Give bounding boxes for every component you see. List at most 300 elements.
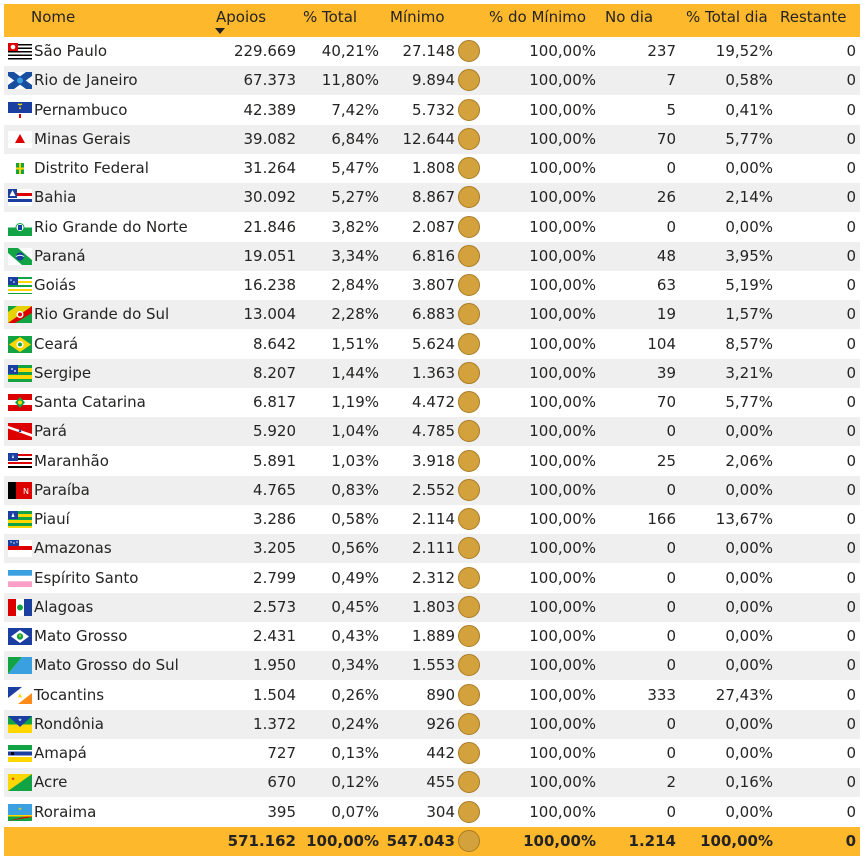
- cell-apoios: 5.920: [253, 422, 296, 441]
- cell-no-dia: 2: [666, 773, 676, 792]
- table-header: [4, 4, 860, 37]
- minimo-value: 1.553: [412, 656, 455, 675]
- table-row[interactable]: [4, 271, 860, 300]
- column-header-apoios[interactable]: Apoios: [216, 8, 267, 26]
- cell-nome: [4, 681, 211, 710]
- cell-minimo: [382, 300, 482, 329]
- cell-nome: [4, 213, 211, 242]
- espirito-santo-flag-icon: [8, 570, 32, 587]
- state-name: Mato Grosso do Sul: [34, 656, 179, 675]
- cell-minimo: [382, 37, 482, 66]
- cell-minimo: [382, 681, 482, 710]
- goias-flag-icon: [8, 277, 32, 294]
- minimo-value: 1.363: [412, 363, 455, 382]
- cell-no-dia: 0: [666, 539, 676, 558]
- cell-pct-total: 0,45%: [331, 597, 379, 616]
- cell-restante: 0: [846, 363, 856, 382]
- minimo-value: 890: [426, 685, 455, 704]
- status-dot-icon: [458, 333, 480, 355]
- cell-no-dia: 39: [656, 363, 676, 382]
- cell-pct-total-dia: 0,00%: [725, 539, 773, 558]
- cell-minimo: [382, 768, 482, 797]
- cell-nome: [4, 768, 211, 797]
- cell-pct-minimo: 100,00%: [529, 363, 596, 382]
- state-name: Amapá: [34, 744, 87, 762]
- table-row[interactable]: [4, 476, 860, 505]
- column-header-minimo[interactable]: Mínimo: [390, 8, 445, 26]
- cell-restante: 0: [846, 422, 856, 441]
- state-name: Roraima: [34, 802, 97, 821]
- cell-minimo: [382, 447, 482, 476]
- svg-text:N: N: [23, 486, 29, 496]
- minimo-value: 3.918: [412, 451, 455, 470]
- cell-minimo: [382, 271, 482, 300]
- table-row[interactable]: [4, 593, 860, 622]
- status-dot-icon: [458, 742, 480, 764]
- cell-minimo: [382, 96, 482, 125]
- cell-pct-minimo: 100,00%: [529, 627, 596, 645]
- cell-restante: 0: [846, 305, 856, 324]
- cell-pct-total-dia: 5,19%: [725, 276, 773, 294]
- state-name: Piauí: [34, 510, 70, 528]
- cell-pct-minimo: 100,00%: [529, 305, 596, 324]
- status-dot-icon: [458, 128, 480, 150]
- cell-minimo: [382, 154, 482, 183]
- cell-minimo: [382, 66, 482, 95]
- rio-de-janeiro-flag-icon: [8, 72, 32, 89]
- cell-minimo: [382, 651, 482, 680]
- cell-nome: [4, 37, 211, 66]
- cell-minimo: [382, 622, 482, 651]
- cell-nome: [4, 739, 211, 768]
- minimo-value: 8.867: [412, 188, 455, 207]
- cell-pct-minimo: 100,00%: [529, 159, 596, 177]
- cell-restante: 0: [846, 100, 856, 119]
- cell-pct-total: 2,84%: [331, 276, 379, 294]
- cell-apoios: 1.504: [253, 685, 296, 704]
- state-name: Distrito Federal: [34, 159, 149, 177]
- table-row[interactable]: [4, 417, 860, 446]
- cell-apoios: 31.264: [243, 159, 296, 177]
- cell-apoios: 5.891: [253, 451, 296, 470]
- cell-no-dia: 70: [656, 129, 676, 148]
- minimo-value: 442: [426, 744, 455, 762]
- cell-no-dia: 104: [647, 334, 676, 353]
- minimo-value: 926: [426, 714, 455, 733]
- cell-minimo: [382, 330, 482, 359]
- amazonas-flag-icon: [8, 540, 32, 557]
- cell-no-dia: 0: [666, 159, 676, 177]
- table-row[interactable]: [4, 96, 860, 125]
- column-header-no-dia[interactable]: No dia: [605, 8, 654, 26]
- cell-nome: [4, 534, 211, 563]
- status-dot-icon: [458, 713, 480, 735]
- table-row[interactable]: [4, 739, 860, 768]
- cell-minimo: [382, 739, 482, 768]
- cell-no-dia: 0: [666, 714, 676, 733]
- state-name: Rondônia: [34, 714, 104, 733]
- minimo-value: 3.807: [412, 276, 455, 294]
- cell-no-dia: 0: [666, 480, 676, 499]
- cell-pct-total: 3,34%: [331, 246, 379, 265]
- parana-flag-icon: [8, 248, 32, 265]
- cell-minimo: [382, 534, 482, 563]
- minimo-value: 9.894: [412, 71, 455, 90]
- cell-nome: [4, 154, 211, 183]
- cell-restante: 0: [846, 334, 856, 353]
- state-name: Sergipe: [34, 363, 92, 382]
- cell-apoios: 670: [267, 773, 296, 792]
- cell-pct-total: 6,84%: [331, 129, 379, 148]
- cell-apoios: 727: [267, 744, 296, 762]
- state-name: Goiás: [34, 276, 76, 294]
- cell-apoios: 2.431: [253, 627, 296, 645]
- cell-pct-minimo: 100,00%: [529, 217, 596, 236]
- cell-pct-total-dia: 5,77%: [725, 393, 773, 411]
- cell-pct-total-dia: 2,14%: [725, 188, 773, 207]
- status-dot-icon: [458, 69, 480, 91]
- status-dot-icon: [458, 537, 480, 559]
- table-row[interactable]: [4, 154, 860, 183]
- total-label: [4, 827, 211, 856]
- cell-restante: 0: [846, 188, 856, 207]
- cell-minimo: [382, 798, 482, 827]
- total-pct-total-dia: 100,00%: [700, 831, 773, 850]
- cell-pct-minimo: 100,00%: [529, 393, 596, 411]
- roraima-flag-icon: [8, 804, 32, 821]
- cell-no-dia: 19: [656, 305, 676, 324]
- cell-apoios: 4.765: [253, 480, 296, 499]
- cell-restante: 0: [846, 744, 856, 762]
- ceara-flag-icon: [8, 336, 32, 353]
- cell-pct-minimo: 100,00%: [529, 568, 596, 587]
- column-header-pct-minimo[interactable]: % do Mínimo: [489, 8, 587, 26]
- cell-restante: 0: [846, 685, 856, 704]
- cell-restante: 0: [846, 802, 856, 821]
- state-name: Minas Gerais: [34, 129, 131, 148]
- cell-restante: 0: [846, 159, 856, 177]
- cell-apoios: 8.642: [253, 334, 296, 353]
- cell-pct-minimo: 100,00%: [529, 597, 596, 616]
- cell-no-dia: 0: [666, 802, 676, 821]
- cell-no-dia: 26: [656, 188, 676, 207]
- rio-grande-do-sul-flag-icon: [8, 306, 32, 323]
- table-row[interactable]: [4, 388, 860, 417]
- minimo-value: 1.889: [412, 627, 455, 645]
- state-name: Rio de Janeiro: [34, 71, 138, 90]
- cell-restante: 0: [846, 656, 856, 675]
- cell-pct-total: 1,19%: [331, 393, 379, 411]
- status-dot-icon: [458, 801, 480, 823]
- cell-no-dia: 0: [666, 656, 676, 675]
- status-dot-icon: [458, 479, 480, 501]
- cell-nome: [4, 300, 211, 329]
- cell-minimo: [382, 505, 482, 534]
- cell-restante: 0: [846, 246, 856, 265]
- cell-no-dia: 7: [666, 71, 676, 90]
- status-dot-icon: [458, 186, 480, 208]
- cell-pct-total-dia: 27,43%: [715, 685, 773, 704]
- cell-restante: 0: [846, 71, 856, 90]
- cell-pct-total-dia: 0,00%: [725, 714, 773, 733]
- cell-pct-minimo: 100,00%: [529, 188, 596, 207]
- cell-restante: 0: [846, 42, 856, 60]
- status-dot-icon: [458, 450, 480, 472]
- cell-pct-total: 0,26%: [331, 685, 379, 704]
- minimo-value: 2.552: [412, 480, 455, 499]
- cell-minimo: [382, 125, 482, 154]
- table-row[interactable]: [4, 37, 860, 66]
- table-row[interactable]: [4, 681, 860, 710]
- status-dot-icon: [458, 216, 480, 238]
- cell-pct-minimo: 100,00%: [529, 773, 596, 792]
- minimo-value: 1.808: [412, 159, 455, 177]
- cell-pct-total-dia: 0,00%: [725, 568, 773, 587]
- santa-catarina-flag-icon: [8, 394, 32, 411]
- total-minimo: 547.043: [386, 831, 455, 850]
- cell-restante: 0: [846, 510, 856, 528]
- pernambuco-flag-icon: [8, 102, 32, 119]
- para-flag-icon: [8, 423, 32, 440]
- minimo-value: 4.785: [412, 422, 455, 441]
- cell-pct-total-dia: 0,00%: [725, 627, 773, 645]
- cell-no-dia: 0: [666, 568, 676, 587]
- status-dot-icon: [458, 830, 480, 852]
- cell-pct-minimo: 100,00%: [529, 71, 596, 90]
- cell-pct-total: 5,47%: [331, 159, 379, 177]
- cell-pct-total-dia: 0,16%: [725, 773, 773, 792]
- cell-minimo: [382, 242, 482, 271]
- minimo-value: 304: [426, 802, 455, 821]
- cell-pct-total: 0,24%: [331, 714, 379, 733]
- cell-pct-total-dia: 0,00%: [725, 656, 773, 675]
- mato-grosso-do-sul-flag-icon: [8, 657, 32, 674]
- cell-apoios: 13.004: [243, 305, 296, 324]
- cell-nome: [4, 593, 211, 622]
- rondonia-flag-icon: [8, 716, 32, 733]
- cell-pct-minimo: 100,00%: [529, 334, 596, 353]
- state-name: São Paulo: [34, 42, 108, 60]
- cell-apoios: 3.205: [253, 539, 296, 558]
- minimo-value: 6.816: [412, 246, 455, 265]
- cell-restante: 0: [846, 627, 856, 645]
- cell-nome: [4, 359, 211, 388]
- cell-pct-total-dia: 0,00%: [725, 744, 773, 762]
- column-header-pct-total-dia[interactable]: % Total dia: [686, 8, 768, 26]
- state-name: Paraíba: [34, 480, 90, 499]
- state-name: Mato Grosso: [34, 627, 128, 645]
- cell-apoios: 19.051: [243, 246, 296, 265]
- table-row[interactable]: [4, 651, 860, 680]
- cell-apoios: 30.092: [243, 188, 296, 207]
- cell-restante: 0: [846, 714, 856, 733]
- cell-pct-total-dia: 0,00%: [725, 802, 773, 821]
- state-name: Amazonas: [34, 539, 112, 558]
- cell-no-dia: 5: [666, 100, 676, 119]
- cell-nome: [4, 125, 211, 154]
- status-dot-icon: [458, 274, 480, 296]
- table-row[interactable]: [4, 534, 860, 563]
- cell-restante: 0: [846, 276, 856, 294]
- cell-pct-minimo: 100,00%: [529, 129, 596, 148]
- amapa-flag-icon: [8, 745, 32, 762]
- cell-pct-total: 0,34%: [331, 656, 379, 675]
- cell-nome: [4, 505, 211, 534]
- alagoas-flag-icon: [8, 599, 32, 616]
- cell-restante: 0: [846, 539, 856, 558]
- cell-apoios: 42.389: [243, 100, 296, 119]
- sao-paulo-flag-icon: [8, 43, 32, 60]
- cell-no-dia: 237: [647, 42, 676, 60]
- cell-no-dia: 48: [656, 246, 676, 265]
- cell-apoios: 1.950: [253, 656, 296, 675]
- cell-no-dia: 0: [666, 597, 676, 616]
- cell-minimo: [382, 388, 482, 417]
- cell-nome: [4, 476, 211, 505]
- minimo-value: 2.087: [412, 217, 455, 236]
- state-name: Espírito Santo: [34, 568, 139, 587]
- table-row[interactable]: [4, 300, 860, 329]
- column-header-pct-total[interactable]: % Total: [303, 8, 358, 26]
- cell-pct-total-dia: 0,00%: [725, 159, 773, 177]
- cell-pct-minimo: 100,00%: [529, 714, 596, 733]
- cell-pct-total: 0,43%: [331, 627, 379, 645]
- cell-nome: [4, 330, 211, 359]
- cell-no-dia: 63: [656, 276, 676, 294]
- cell-pct-total-dia: 2,06%: [725, 451, 773, 470]
- bahia-flag-icon: [8, 189, 32, 206]
- cell-pct-total: 1,51%: [331, 334, 379, 353]
- minimo-value: 27.148: [402, 42, 455, 60]
- state-name: Rio Grande do Norte: [34, 217, 188, 236]
- table-row[interactable]: [4, 798, 860, 827]
- cell-pct-total: 1,44%: [331, 363, 379, 382]
- state-name: Maranhão: [34, 451, 109, 470]
- maranhao-flag-icon: [8, 453, 32, 470]
- cell-apoios: 16.238: [243, 276, 296, 294]
- cell-apoios: 395: [267, 802, 296, 821]
- minimo-value: 2.312: [412, 568, 455, 587]
- cell-pct-total: 0,49%: [331, 568, 379, 587]
- cell-no-dia: 0: [666, 422, 676, 441]
- cell-pct-total-dia: 0,00%: [725, 480, 773, 499]
- table-row[interactable]: [4, 710, 860, 739]
- cell-nome: [4, 651, 211, 680]
- sort-descending-icon[interactable]: [215, 28, 225, 34]
- cell-pct-total: 0,07%: [331, 802, 379, 821]
- cell-no-dia: 333: [647, 685, 676, 704]
- cell-pct-minimo: 100,00%: [529, 246, 596, 265]
- cell-nome: [4, 622, 211, 651]
- state-name: Bahia: [34, 188, 77, 207]
- cell-pct-total-dia: 3,95%: [725, 246, 773, 265]
- table-row[interactable]: [4, 125, 860, 154]
- table-row[interactable]: [4, 330, 860, 359]
- distrito-federal-flag-icon: [8, 160, 32, 177]
- cell-pct-total: 40,21%: [321, 42, 379, 60]
- cell-pct-total-dia: 19,52%: [715, 42, 773, 60]
- table-row[interactable]: [4, 505, 860, 534]
- cell-restante: 0: [846, 568, 856, 587]
- cell-apoios: 39.082: [243, 129, 296, 148]
- cell-pct-total-dia: 0,41%: [725, 100, 773, 119]
- table-row[interactable]: [4, 768, 860, 797]
- table-total-row: [4, 827, 860, 856]
- acre-flag-icon: [8, 774, 32, 791]
- table-row[interactable]: [4, 66, 860, 95]
- cell-pct-minimo: 100,00%: [529, 451, 596, 470]
- cell-pct-total: 0,83%: [331, 480, 379, 499]
- cell-pct-total: 11,80%: [321, 71, 379, 90]
- minimo-value: 12.644: [402, 129, 455, 148]
- cell-nome: [4, 96, 211, 125]
- table-row[interactable]: [4, 622, 860, 651]
- cell-no-dia: 70: [656, 393, 676, 411]
- cell-apoios: 1.372: [253, 714, 296, 733]
- cell-pct-total-dia: 3,21%: [725, 363, 773, 382]
- status-dot-icon: [458, 245, 480, 267]
- table-row[interactable]: [4, 447, 860, 476]
- cell-no-dia: 0: [666, 627, 676, 645]
- cell-nome: [4, 417, 211, 446]
- cell-nome: [4, 183, 211, 212]
- table-row[interactable]: [4, 564, 860, 593]
- cell-pct-minimo: 100,00%: [529, 685, 596, 704]
- state-name: Acre: [34, 773, 68, 792]
- cell-minimo: [382, 476, 482, 505]
- state-name: Ceará: [34, 334, 79, 353]
- cell-pct-minimo: 100,00%: [529, 480, 596, 499]
- cell-nome: [4, 447, 211, 476]
- table-row[interactable]: [4, 242, 860, 271]
- cell-pct-total: 0,56%: [331, 539, 379, 558]
- minas-gerais-flag-icon: [8, 131, 32, 148]
- cell-minimo: [382, 213, 482, 242]
- cell-apoios: 8.207: [253, 363, 296, 382]
- table-row[interactable]: [4, 213, 860, 242]
- state-name: Santa Catarina: [34, 393, 146, 411]
- cell-pct-total: 7,42%: [331, 100, 379, 119]
- cell-pct-minimo: 100,00%: [529, 422, 596, 441]
- cell-pct-total: 0,12%: [331, 773, 379, 792]
- minimo-value: 6.883: [412, 305, 455, 324]
- state-name: Pernambuco: [34, 100, 128, 119]
- cell-pct-total: 1,04%: [331, 422, 379, 441]
- status-dot-icon: [458, 303, 480, 325]
- cell-pct-total: 5,27%: [331, 188, 379, 207]
- status-dot-icon: [458, 654, 480, 676]
- total-minimo-cell: [382, 827, 482, 856]
- cell-apoios: 229.669: [233, 42, 296, 60]
- table-row[interactable]: [4, 183, 860, 212]
- table-row[interactable]: [4, 359, 860, 388]
- status-dot-icon: [458, 508, 480, 530]
- status-dot-icon: [458, 157, 480, 179]
- status-dot-icon: [458, 567, 480, 589]
- paraiba-flag-icon: [8, 482, 32, 499]
- cell-pct-total-dia: 0,58%: [725, 71, 773, 90]
- cell-minimo: [382, 593, 482, 622]
- column-header-nome[interactable]: Nome: [31, 8, 76, 26]
- cell-pct-total-dia: 0,00%: [725, 597, 773, 616]
- cell-restante: 0: [846, 217, 856, 236]
- state-name: Alagoas: [34, 597, 94, 616]
- cell-apoios: 67.373: [243, 71, 296, 90]
- column-header-restante[interactable]: Restante: [780, 8, 847, 26]
- cell-nome: [4, 66, 211, 95]
- cell-nome: [4, 798, 211, 827]
- cell-no-dia: 166: [647, 510, 676, 528]
